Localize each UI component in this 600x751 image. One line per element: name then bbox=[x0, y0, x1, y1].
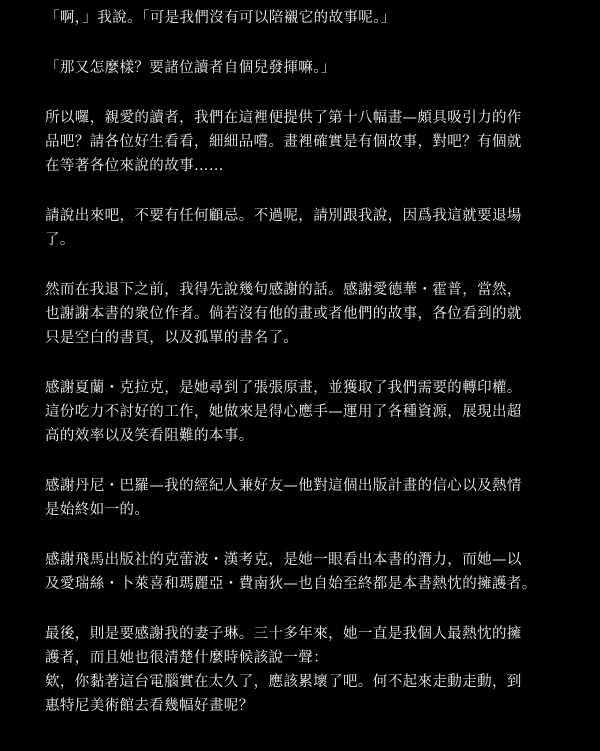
paragraph-5 bbox=[45, 278, 565, 350]
paragraph-line: 品吧？請各位好生看看，細細品嚐。畫裡確實是有個故事，對吧？有個就 bbox=[45, 134, 522, 150]
paragraph-line: 護者，而且她也很清楚什麼時候該說一聲： bbox=[45, 650, 329, 666]
paragraph-line: 只是空白的書頁，以及孤單的書名了。 bbox=[45, 330, 299, 346]
paragraph-line: 也謝謝本書的衆位作者。倘若沒有他的畫或者他們的故事，各位看到的就 bbox=[45, 306, 522, 322]
paragraph-line: 感謝丹尼・巴羅—我的經紀人兼好友—他對這個出版計畫的信心以及熱情 bbox=[45, 478, 522, 494]
paragraph-1 bbox=[45, 6, 565, 30]
paragraph-line: 在等著各位來說的故事…… bbox=[45, 158, 224, 174]
paragraph-8 bbox=[45, 548, 565, 596]
paragraph-line: 及愛瑞絲・卜萊喜和瑪麗亞・費南狄—也自始至終都是本書熱忱的擁護者。 bbox=[45, 576, 537, 592]
paragraph-line: 「那又怎麼樣？要諸位讀者自個兒發揮嘛。」 bbox=[45, 60, 336, 76]
paragraph-3 bbox=[45, 106, 565, 178]
paragraph-7 bbox=[45, 474, 565, 522]
paragraph-2 bbox=[45, 56, 565, 80]
paragraph-4 bbox=[45, 204, 565, 252]
paragraph-line: 感謝夏蘭・克拉克，是她尋到了張張原畫，並獲取了我們需要的轉印權。 bbox=[45, 380, 522, 396]
paragraph-line: 最後，則是要感謝我的妻子琳。三十多年來，她一直是我個人最熱忱的擁 bbox=[45, 626, 522, 642]
paragraph-line: 惠特尼美術館去看幾幅好畫呢？ bbox=[45, 698, 254, 714]
paragraph-line: 「啊，」我說。「可是我們沒有可以陪襯它的故事呢。」 bbox=[45, 10, 396, 26]
paragraph-line: 高的效率以及笑看阻難的本事。 bbox=[45, 428, 254, 444]
paragraph-line: 了。 bbox=[45, 232, 75, 248]
paragraph-9 bbox=[45, 622, 565, 718]
paragraph-line: 所以囉，親愛的讀者，我們在這裡便提供了第十八幅畫—頗具吸引力的作 bbox=[45, 110, 522, 126]
paragraph-line: 感謝飛馬出版社的克蕾波・漢考克，是她一眼看出本書的潛力，而她—以 bbox=[45, 552, 522, 568]
paragraph-line: 然而在我退下之前，我得先說幾句感謝的話。感謝愛德華・霍普，當然， bbox=[45, 282, 522, 298]
paragraph-line: 是始終如一的。 bbox=[45, 502, 150, 518]
paragraph-line: 請說出來吧，不要有任何顧忌。不過呢，請別跟我說，因爲我這就要退場 bbox=[45, 208, 522, 224]
document-page bbox=[45, 6, 565, 718]
paragraph-6 bbox=[45, 376, 565, 448]
paragraph-line: 這份吃力不討好的工作，她做來是得心應手—運用了各種資源，展現出超 bbox=[45, 404, 522, 420]
paragraph-line: 欸，你黏著這台電腦實在太久了，應該累壞了吧。何不起來走動走動，到 bbox=[45, 674, 522, 690]
